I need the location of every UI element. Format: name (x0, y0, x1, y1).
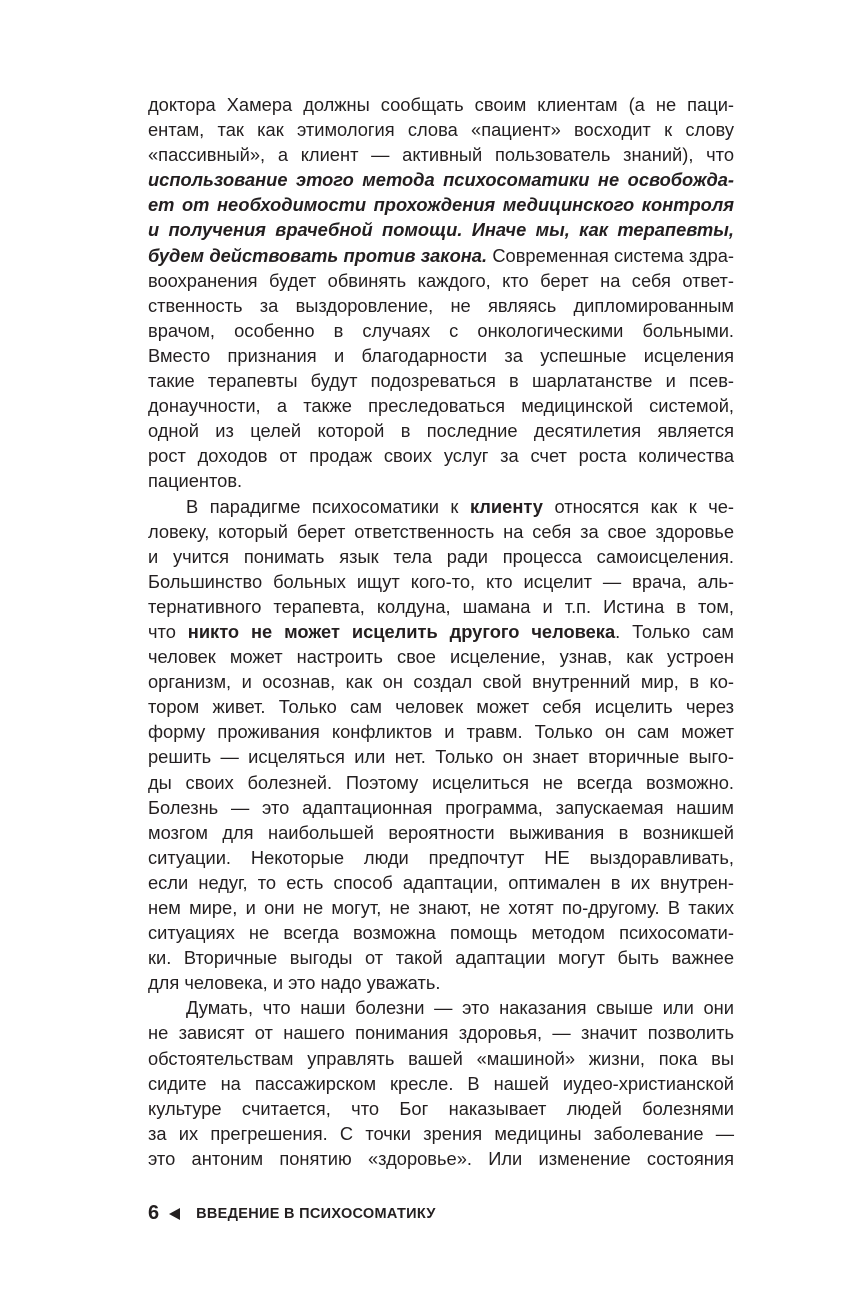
text-line (148, 920, 734, 945)
text-run: не зависят от нашего понимания здоровья, — значит позволить (148, 1022, 734, 1044)
text-run: ситуации. Некоторые люди предпочтут НЕ выздоравливать, (148, 846, 734, 868)
text-line (148, 117, 734, 142)
text-run: одной из целей которой в последние десятилетия является (148, 420, 734, 442)
text-line (148, 167, 734, 192)
text-line (148, 644, 734, 669)
text-line (148, 1046, 734, 1071)
text-line (148, 694, 734, 719)
text-line (148, 318, 734, 343)
text-line (148, 468, 734, 493)
text-line (148, 820, 734, 845)
text-line (148, 243, 734, 268)
bold-italic-text-run: ет от необходимости прохождения медицинского контроля (148, 194, 734, 216)
text-run: мозгом для наибольшей вероятности выживания в возникшей (148, 821, 734, 843)
text-run: человек может настроить свое исцеление, узнав, как устроен (148, 646, 734, 668)
text-line (148, 669, 734, 694)
text-run: ды своих болезней. Поэтому исцелиться не всегда возможно. (148, 771, 734, 793)
text-line (148, 393, 734, 418)
text-line (148, 795, 734, 820)
text-run: ственность за выздоровление, не являясь дипломированным (148, 294, 734, 316)
text-run: Думать, что наши болезни — это наказания свыше или они (186, 997, 734, 1019)
text-run: что (148, 620, 188, 642)
text-run: Современная система здра- (487, 244, 735, 266)
text-run: донаучности, а также преследоваться медицинской системой, (148, 395, 734, 417)
text-run: . Только сам (615, 620, 734, 642)
text-run: за их прегрешения. С точки зрения медицины заболевание — (148, 1122, 734, 1144)
text-line (148, 418, 734, 443)
text-run: решить — исцеляться или нет. Только он знает вторичные выго- (148, 746, 734, 768)
text-run: тернативного терапевта, колдуна, шамана и т.п. Истина в том, (148, 595, 734, 617)
text-line (148, 995, 734, 1020)
text-run: пациентов. (148, 470, 243, 492)
page-number: 6 (148, 1202, 160, 1224)
text-run: ентам, так как этимология слова «пациент» восходит к слову (148, 119, 734, 141)
text-run: Вместо признания и благодарности за успешные исцеления (148, 344, 734, 366)
text-run: «пассивный», а клиент — активный пользователь знаний), что (148, 144, 734, 166)
text-line (148, 895, 734, 920)
text-line (148, 770, 734, 795)
text-run: тором живет. Только сам человек может себя исцелить через (148, 696, 734, 718)
text-run: рост доходов от продаж своих услуг за счет роста количества (148, 445, 734, 467)
text-line (148, 970, 734, 995)
bold-text-run: клиенту (469, 495, 543, 517)
bold-text-run: никто не может исцелить другого человека (187, 620, 616, 642)
text-line (148, 845, 734, 870)
text-run: культуре считается, что Бог наказывает людей болезнями (148, 1097, 734, 1119)
text-run: если недуг, то есть способ адаптации, оптимален в их внутрен- (148, 871, 734, 893)
text-run: относятся как к че- (542, 495, 735, 517)
text-run: и учится понимать язык тела ради процесса самоисцеления. (148, 545, 734, 567)
text-run: нем мире, и они не могут, не знают, не хотят по-другому. В таких (148, 897, 734, 918)
text-run: Болезнь — это адаптационная программа, запускаемая нашим (148, 796, 734, 818)
text-run: ситуациях не всегда возможна помощь методом психосомати- (148, 922, 734, 944)
text-line (148, 192, 734, 217)
text-run: воохранения будет обвинять каждого, кто берет на себя ответ- (148, 269, 734, 291)
text-run: такие терапевты будут подозреваться в шарлатанстве и псев- (148, 370, 734, 392)
bold-italic-text-run: использование этого метода психосоматики не освобожда- (148, 169, 734, 191)
text-line (148, 343, 734, 368)
text-run: Большинство больных ищут кого-то, кто исцелит — врача, аль- (148, 570, 734, 592)
text-line (148, 1071, 734, 1096)
text-run: сидите на пассажирском кресле. В нашей иудео-христианской (148, 1072, 734, 1094)
text-line (148, 945, 734, 970)
text-line (148, 744, 734, 769)
text-run: это антоним понятию «здоровье». Или изменение состояния (148, 1147, 734, 1169)
body-text (148, 92, 734, 1171)
text-line (148, 594, 734, 619)
text-line (148, 719, 734, 744)
page-footer (148, 1202, 436, 1225)
text-line (148, 368, 734, 393)
text-line (148, 1020, 734, 1045)
text-line (148, 569, 734, 594)
triangle-left-icon (169, 1208, 180, 1220)
text-run: ки. Вторичные выгоды от такой адаптации могут быть важнее (148, 947, 734, 969)
text-run: В парадигме психосоматики к (186, 495, 470, 517)
text-line (148, 1121, 734, 1146)
text-line (148, 92, 734, 117)
text-line (148, 268, 734, 293)
text-line (148, 619, 734, 644)
text-line (148, 519, 734, 544)
text-run: доктора Хамера должны сообщать своим клиентам (а не паци- (148, 94, 734, 115)
bold-italic-text-run: и получения врачебной помощи. Иначе мы, как терапевты, (148, 219, 734, 241)
text-line (148, 217, 734, 242)
text-line (148, 142, 734, 167)
text-line (148, 544, 734, 569)
text-run: ловеку, который берет ответственность на себя за свое здоровье (148, 520, 734, 542)
text-line (148, 293, 734, 318)
text-line (148, 494, 734, 519)
running-title: ВВЕДЕНИЕ В ПСИХОСОМАТИКУ (196, 1205, 436, 1222)
text-run: форму проживания конфликтов и травм. Только он сам может (148, 721, 734, 743)
text-run: для человека, и это надо уважать. (148, 972, 441, 994)
text-line (148, 870, 734, 895)
text-line (148, 443, 734, 468)
text-run: обстоятельствам управлять вашей «машиной» жизни, пока вы (148, 1047, 734, 1069)
text-line (148, 1146, 734, 1171)
text-run: организм, и осознав, как он создал свой внутренний мир, в ко- (148, 671, 734, 693)
bold-italic-text-run: будем действовать против закона. (148, 244, 488, 266)
text-line (148, 1096, 734, 1121)
text-run: врачом, особенно в случаях с онкологическими больными. (148, 319, 734, 341)
